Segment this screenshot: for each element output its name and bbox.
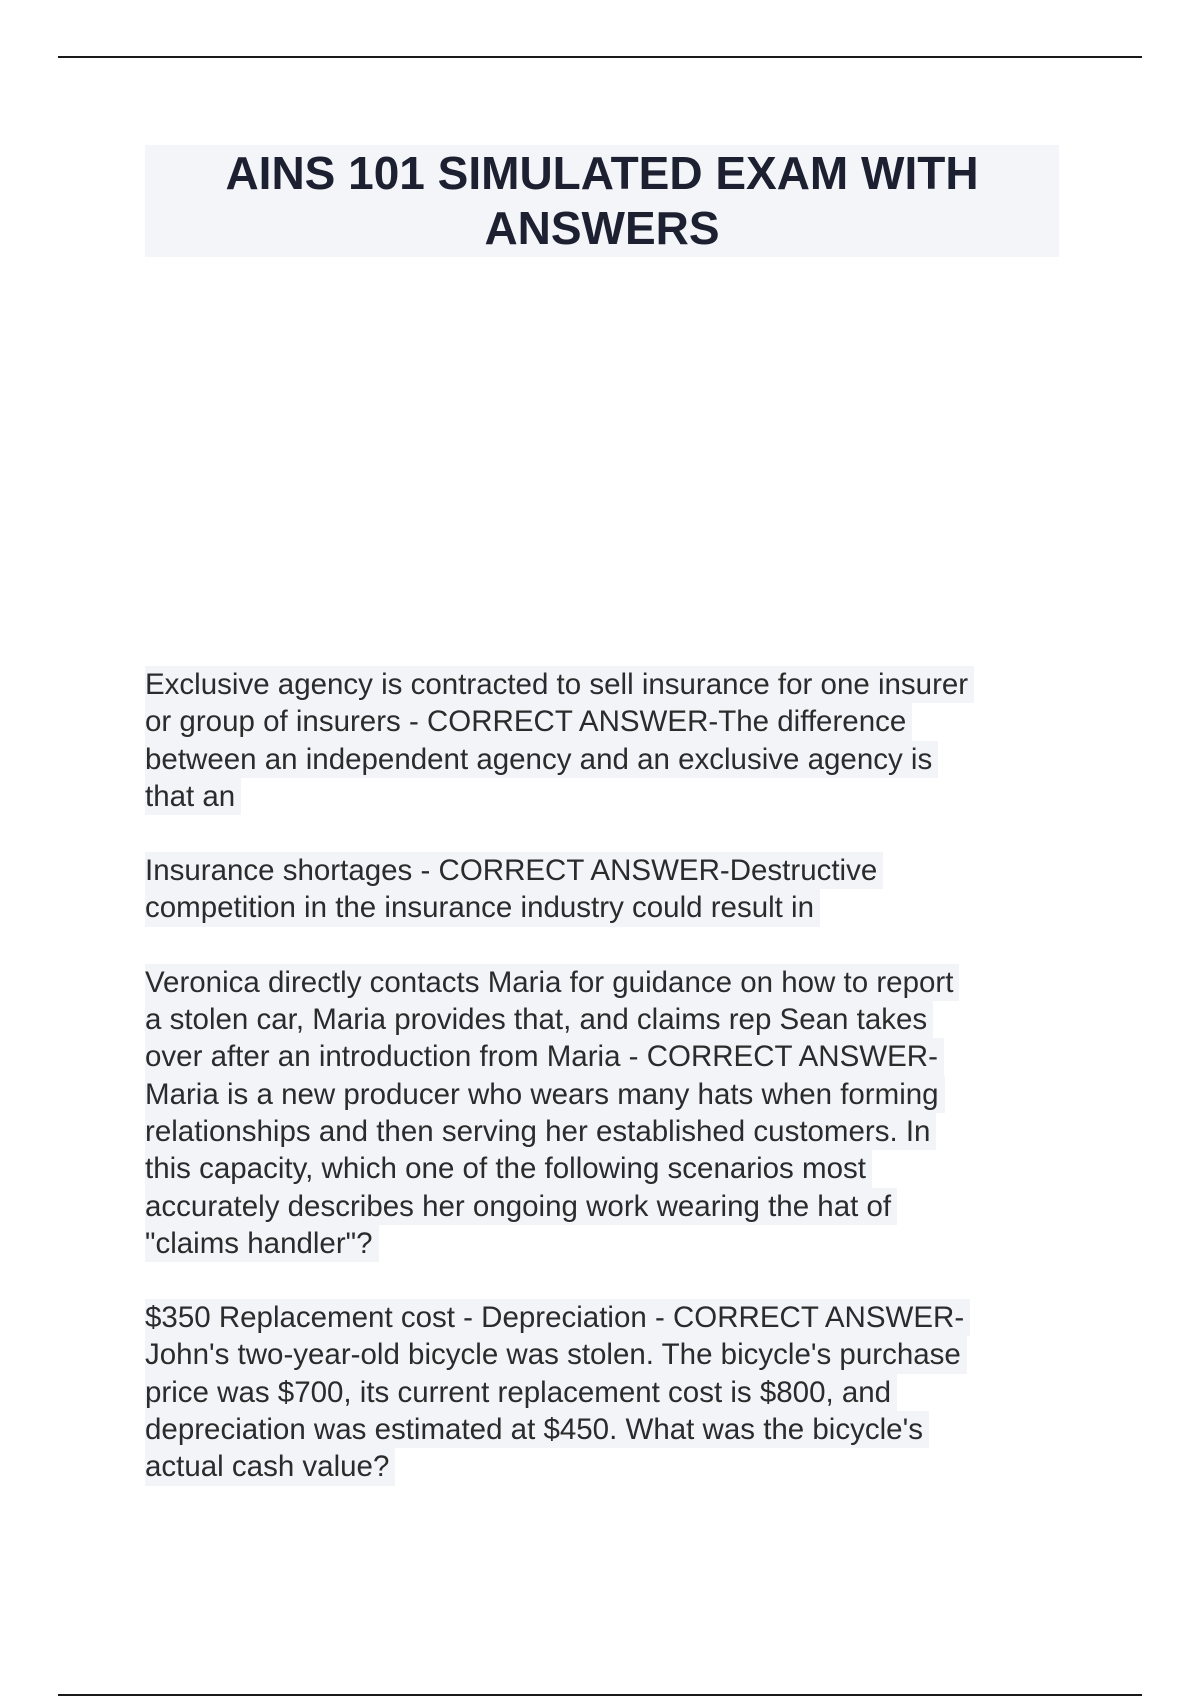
qa-line: over after an introduction from Maria - CORRECT ANSWER- — [145, 1038, 944, 1075]
qa-line: "claims handler"? — [145, 1225, 379, 1262]
qa-line: depreciation was estimated at $450. What was the bicycle's — [145, 1411, 929, 1448]
qa-line: Exclusive agency is contracted to sell insurance for one insurer — [145, 666, 974, 703]
qa-line: competition in the insurance industry could result in — [145, 889, 820, 926]
qa-line: a stolen car, Maria provides that, and claims rep Sean takes — [145, 1001, 933, 1038]
qa-list — [145, 666, 1065, 1523]
bottom-rule — [58, 1694, 1142, 1696]
qa-line: accurately describes her ongoing work wearing the hat of — [145, 1188, 897, 1225]
document-title — [192, 146, 1012, 256]
qa-line: this capacity, which one of the following scenarios most — [145, 1150, 872, 1187]
qa-line: that an — [145, 778, 241, 815]
document-title-line: ANSWERS — [484, 202, 720, 254]
qa-line: price was $700, its current replacement cost is $800, and — [145, 1374, 897, 1411]
qa-line: between an independent agency and an exclusive agency is — [145, 741, 938, 778]
qa-item — [145, 852, 1065, 927]
qa-line: Insurance shortages - CORRECT ANSWER-Destructive — [145, 852, 883, 889]
qa-line: relationships and then serving her established customers. In — [145, 1113, 936, 1150]
title-block — [145, 145, 1059, 257]
qa-line: Veronica directly contacts Maria for guidance on how to report — [145, 964, 959, 1001]
top-rule — [58, 56, 1142, 58]
qa-line: or group of insurers - CORRECT ANSWER-The difference — [145, 703, 912, 740]
qa-line: Maria is a new producer who wears many hats when forming — [145, 1076, 945, 1113]
qa-item — [145, 964, 1065, 1262]
qa-line: $350 Replacement cost - Depreciation - CORRECT ANSWER- — [145, 1299, 970, 1336]
qa-line: John's two-year-old bicycle was stolen. The bicycle's purchase — [145, 1336, 967, 1373]
qa-item — [145, 1299, 1065, 1485]
qa-line: actual cash value? — [145, 1448, 395, 1485]
qa-item — [145, 666, 1065, 815]
document-title-line: AINS 101 SIMULATED EXAM WITH — [225, 147, 979, 199]
